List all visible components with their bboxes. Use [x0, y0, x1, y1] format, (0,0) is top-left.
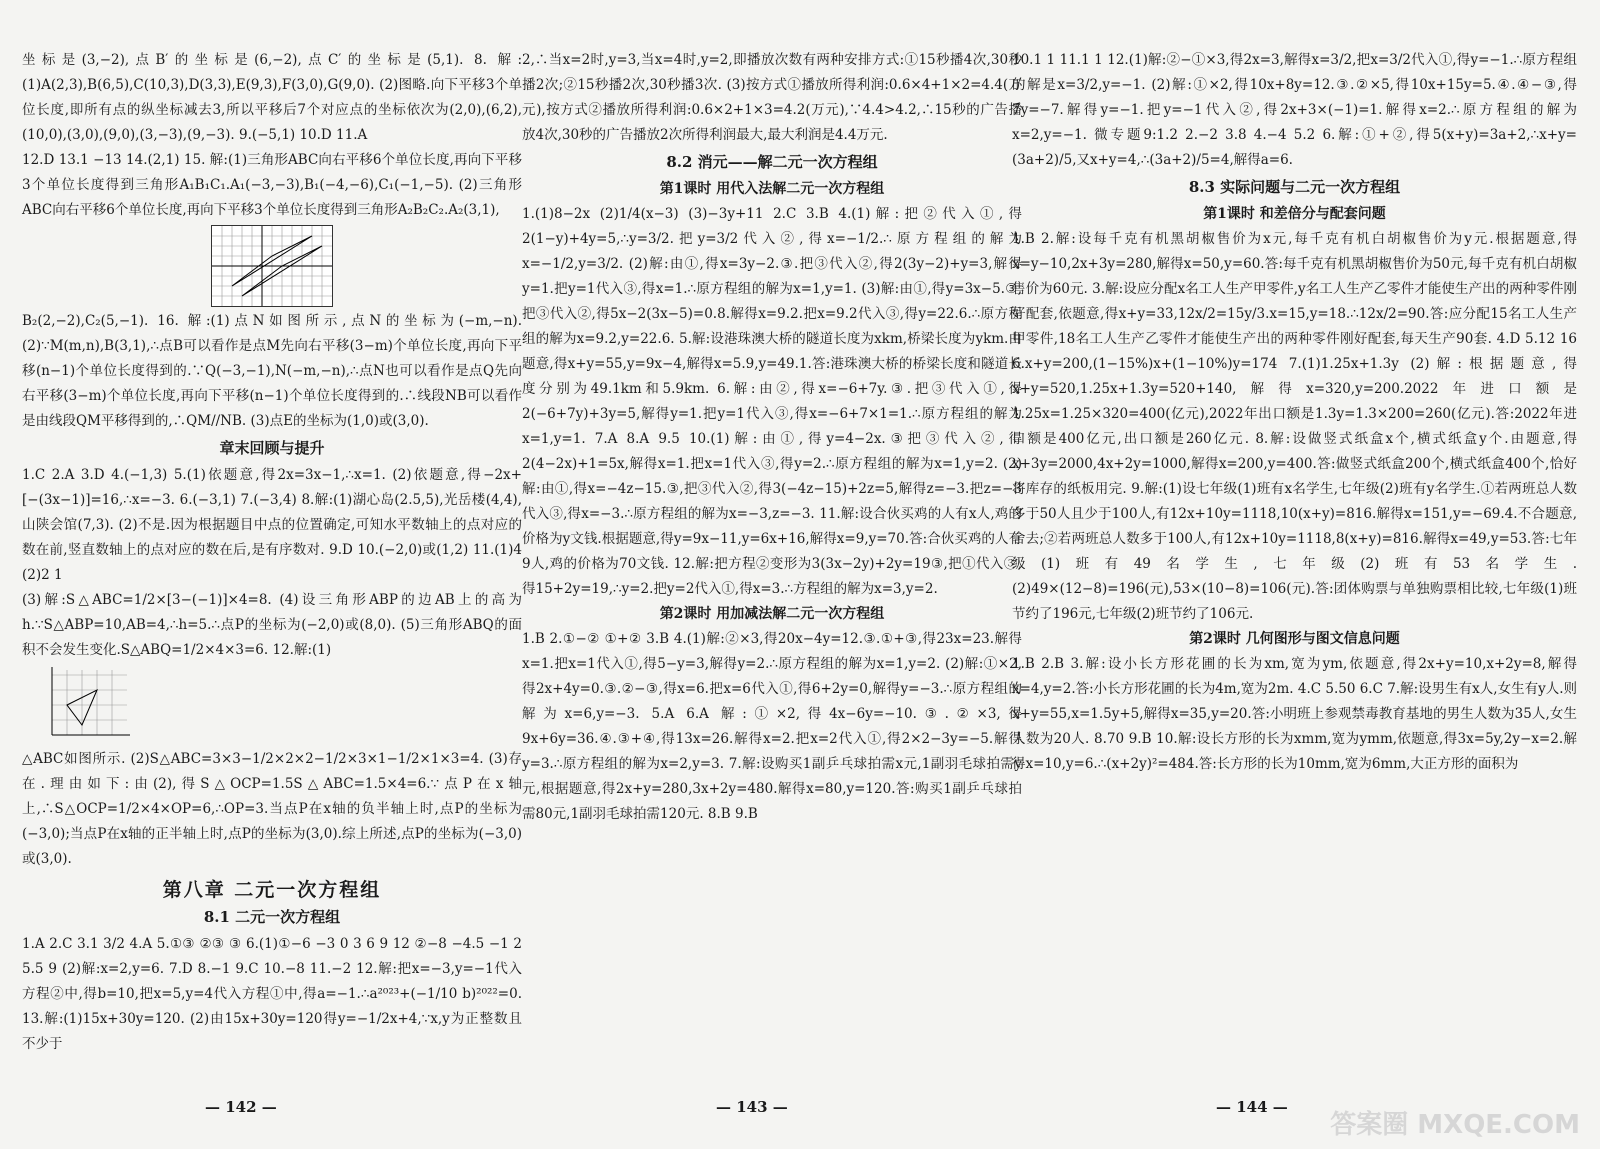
answer-paragraph: 坐标是(3,−2),点B′的坐标是(6,−2),点C′的坐标是(5,1). 8. 解:(1)A(2,3),B(6,5),C(10,3),D(3,3),E(9,3),F(3,0),G(9,0). (2)图略.向下平移3个单位长度,即所有点的纵坐标减去3,所以平移后7个对应点的坐标依次为(2,0),(6,2),(10,0),(3,0),(9,0),(3,−3),(9,−3). 9.(−5,1) 10.D 11.A: [22, 52, 522, 143]
answer-paragraph: 12.D 13.1 −13 14.(2,1) 15. 解:(1)三角形ABC向右平移6个单位长度,再向下平移3个单位长度得到三角形A₁B₁C₁.A₁(−3,−3),B₁(−4,−6),C₁(−1,−5). (2)三角形ABC向右平移6个单位长度,再向下平移3个单位长度得到三角形A₂B₂C₂.A₂(3,1),: [22, 152, 522, 218]
section-title-8-1: 8.1 二元一次方程组: [203, 908, 341, 926]
chapter-title: 第八章 二元一次方程组: [162, 879, 382, 901]
answer-paragraph: 2,∴当x=2时,y=3,当x=4时,y=2,即播放次数有两种安排方式:①15秒播4次,30秒播2次;②15秒播2次,30秒播3次. (3)按方式①播放所得利润:0.6×4+1×2=4.4(万元),按方式②播放所得利润:0.6×2+1×3=4.2(万元),∵4.4>4.2,∴15秒的广告播放4次,30秒的广告播放2次所得利润最大,最大利润是4.4万元.: [522, 52, 1022, 143]
answer-paragraph: 1.B 2.解:设每千克有机黑胡椒售价为x元,每千克有机白胡椒售价为y元.根据题意,得x=y−10,2x+3y=280,解得x=50,y=60.答:每千克有机黑胡椒售价为50元,每千克有机白胡椒售价为60元. 3.解:设应分配x名工人生产甲零件,y名工人生产乙零件才能使生产出的两种零件刚好配套,依题意,得x+y=33,12x/2=15y/3.x=15,y=18.∴12x/2=90.答:应分配15名工人生产甲零件,18名工人生产乙零件才能使生产出的两种零件刚好配套,每天生产90套. 4.D 5.12 16 6.x+y=200,(1−15%)x+(1−10%)y=174 7.(1)1.25x+1.3y (2)解:根据题意,得x+y=520,1.25x+1.3y=520+140,解得x=320,y=200.2022年进口额是1.25x=1.25×320=400(亿元),2022年出口额是1.3y=1.3×200=260(亿元).答:2022年进口额是400亿元,出口额是260亿元. 8.解:设做竖式纸盒x个,横式纸盒y个.由题意,得x+3y=2000,4x+2y=1000,解得x=200,y=400.答:做竖式纸盒200个,横式纸盒400个,恰好将库存的纸板用完. 9.解:(1)设七年级(1)班有x名学生,七年级(2)班有y名学生.①若两班总人数多于50人且少于100人,有12x+10y=1118,10(x+y)=816.解得x=151,y=−69.4.不合题意,舍去;②若两班总人数多于100人,有12x+10y=1118,8(x+y)=816.解得x=49,y=53.答:七年级(1)班有49名学生,七年级(2)班有53名学生. (2)49×(12−8)=196(元),53×(10−8)=106(元).答:团体购票与单独购票相比较,七年级(1)班节约了196元,七年级(2)班节约了106元.: [1012, 231, 1577, 622]
lesson-title-1: 第1课时 和差倍分与配套问题: [1203, 206, 1386, 222]
section-title-8-3: 8.3 实际问题与二元一次方程组: [1188, 178, 1401, 196]
figure-grid-2: [42, 665, 522, 745]
figure-grid-1: [22, 225, 522, 307]
page-number: — 142 —: [205, 1098, 277, 1116]
watermark-logo: 答案圈 MXQE.COM: [1330, 1110, 1580, 1140]
coordinate-grid-figure: [211, 225, 333, 307]
column-page-142: [22, 48, 522, 1057]
column-page-144: [1012, 48, 1577, 777]
answer-paragraph: 1.B 2.B 3.解:设小长方形花圃的长为xm,宽为ym,依题意,得2x+y=10,x+2y=8,解得x=4,y=2.答:小长方形花圃的长为4m,宽为2m. 4.C 5.50 6.C 7.解:设男生有x人,女生有y人.则x+y=55,x=1.5y+5,解得x=35,y=20.答:小明班上参观禁毒教育基地的男生人数为35人,女生人数为20人. 8.70 9.B 10.解:设长方形的长为xmm,宽为ymm,依题意,得3x=5y,2y−x=2.解得x=10,y=6.∴(x+2y)²=484.答:长方形的长为10mm,宽为6mm,大正方形的面积为: [1012, 656, 1577, 772]
answer-paragraph: (3)解:S△ABC=1/2×[3−(−1)]×4=8. (4)设三角形ABP的边AB上的高为h.∵S△ABP=10,AB=4,∴h=5.∴点P的坐标为(−2,0)或(8,0). (5)三角形ABQ的面积不会发生变化.S△ABQ=1/2×4×3=6. 12.解:(1): [22, 592, 522, 658]
section-title-8-2: 8.2 消元——解二元一次方程组: [666, 153, 878, 171]
answer-paragraph: 1.B 2.①−② ①+② 3.B 4.(1)解:②×3,得20x−4y=12.③.①+③,得23x=23.解得x=1.把x=1代入①,得5−y=3,解得y=2.∴原方程组的解为x=1,y=2. (2)解:①×2,得2x+4y=0.③.②−③,得x=6.把x=6代入①,得6+2y=0,解得y=−3.∴原方程组的解为x=6,y=−3. 5.A 6.A 解:①×2,得4x−6y=−10.③.②×3,得9x+6y=36.④.③+④,得13x=26.解得x=2.把x=2代入①,得2×2−3y=−5.解得y=3.∴原方程组的解为x=2,y=3. 7.解:设购买1副乒乓球拍需x元,1副羽毛球拍需y元,根据题意,得2x+y=280,3x+2y=480.解得x=80,y=120.答:购买1副乒乓球拍需80元,1副羽毛球拍需120元. 8.B 9.B: [522, 631, 1022, 822]
lesson-title-1: 第1课时 用代入法解二元一次方程组: [659, 181, 885, 197]
lesson-title-2: 第2课时 几何图形与图文信息问题: [1189, 631, 1400, 647]
triangle-grid-figure: [42, 665, 132, 745]
column-page-143: [522, 48, 1022, 827]
answer-paragraph: △ABC如图所示. (2)S△ABC=3×3−1/2×2×2−1/2×3×1−1/2×1×3=4. (3)存在.理由如下:由(2),得S△OCP=1.5S△ABC=1.5×4=6.∵点P在x轴上,∴S△OCP=1/2×4×OP=6,∴OP=3.当点P在x轴的负半轴上时,点P的坐标为(−3,0);当点P在x轴的正半轴上时,点P的坐标为(3,0).综上所述,点P的坐标为(−3,0)或(3,0).: [22, 751, 522, 867]
lesson-title-2: 第2课时 用加减法解二元一次方程组: [659, 606, 885, 622]
page-number: — 143 —: [716, 1098, 788, 1116]
answer-paragraph: 1.C 2.A 3.D 4.(−1,3) 5.(1)依题意,得2x=3x−1,∴x=1. (2)依题意,得−2x+[−(3x−1)]=16,∴x=−3. 6.(−3,1) 7.(−3,4) 8.解:(1)湖心岛(2.5,5),光岳楼(4,4),山陕会馆(7,3). (2)不是.因为根据题目中点的位置确定,可知水平数轴上的点对应的数在前,竖直数轴上的点对应的数在后,是有序数对. 9.D 10.(−2,0)或(1,2) 11.(1)4 (2)2 1: [22, 467, 522, 583]
answer-paragraph: 1.A 2.C 3.1 3/2 4.A 5.①③ ②③ ③ 6.(1)①−6 −3 0 3 6 9 12 ②−8 −4.5 −1 2 5.5 9 (2)解:x=2,y=6. 7.D 8.−1 9.C 10.−8 11.−2 12.解:把x=−3,y=−1代入方程②中,得b=10,把x=5,y=4代入方程①中,得a=−1.∴a²⁰²³+(−1/10 b)²⁰²²=0. 13.解:(1)15x+30y=120. (2)由15x+30y=120得y=−1/2x+4,∵x,y为正整数且不少于: [22, 936, 522, 1052]
page-number: — 144 —: [1216, 1098, 1288, 1116]
answer-paragraph: 10.1 1 11.1 1 12.(1)解:②−①×3,得2x=3,解得x=3/2,把x=3/2代入①,得y=−1.∴原方程组的解是x=3/2,y=−1. (2)解:①×2,得10x+8y=12.③.②×5,得10x+15y=5.④.④−③,得7y=−7.解得y=−1.把y=−1代入②,得2x+3×(−1)=1.解得x=2.∴原方程组的解为x=2,y=−1. 微专题9:1.2 2.−2 3.8 4.−4 5.2 6.解:①+②,得5(x+y)=3a+2,∴x+y=(3a+2)/5,又x+y=4,∴(3a+2)/5=4,解得a=6.: [1012, 52, 1577, 168]
answer-paragraph: B₂(2,−2),C₂(5,−1). 16. 解:(1)点N如图所示,点N的坐标为(−m,−n). (2)∵M(m,n),B(3,1),∴点B可以看作是点M先向右平移(3−m)个单位长度,再向下平移(n−1)个单位长度得到的.∵Q(−3,−1),N(−m,−n),∴点N也可以看作是点Q先向右平移(3−m)个单位长度,再向下平移(n−1)个单位长度得到的.∴线段NB可以看作是由线段QM平移得到的,∴QM//NB. (3)点E的坐标为(1,0)或(3,0).: [22, 313, 522, 429]
section-title-review: 章末回顾与提升: [219, 439, 325, 457]
answer-paragraph: 1.(1)8−2x (2)1/4(x−3) (3)−3y+11 2.C 3.B 4.(1)解:把②代入①,得2(1−y)+4y=5,∴y=3/2.把y=3/2代入②,得x=−1/2.∴原方程组的解为x=−1/2,y=3/2. (2)解:由①,得x=3y−2.③.把③代入②,得2(3y−2)+y=3,解得y=1.把y=1代入③,得x=1.∴原方程组的解为x=1,y=1. (3)解:由①,得y=3x−5.③,把③代入②,得5x−2(3x−5)=0.8.解得x=9.2.把x=9.2代入③,得y=22.6.∴原方程组的解为x=9.2,y=22.6. 5.解:设港珠澳大桥的隧道长度为xkm,桥梁长度为ykm.由题意,得x+y=55,y=9x−4,解得x=5.9,y=49.1.答:港珠澳大桥的桥梁长度和隧道长度分别为49.1km和5.9km. 6.解:由②,得x=−6+7y.③.把③代入①,得2(−6+7y)+3y=5,解得y=1.把y=1代入③,得x=−6+7×1=1.∴原方程组的解为x=1,y=1. 7.A 8.A 9.5 10.(1)解:由①,得y=4−2x.③把③代入②,得2(4−2x)+1=5x,解得x=1.把x=1代入③,得y=2.∴原方程组的解为x=1,y=2. (2)解:由①,得x=−4z−15.③,把③代入②,得3(−4z−15)+2z=5,解得z=−3.把z=−3代入③,得x=−3.∴原方程组的解为x=−3,z=−3. 11.解:设合伙买鸡的人有x人,鸡的价格为y文钱.根据题意,得y=9x−11,y=6x+16,解得x=9,y=70.答:合伙买鸡的人有9人,鸡的价格为70文钱. 12.解:把方程②变形为3(3x−2y)+2y=19③,把①代入③,得15+2y=19,∴y=2.把y=2代入①,得x=3.∴方程组的解为x=3,y=2.: [522, 206, 1022, 597]
